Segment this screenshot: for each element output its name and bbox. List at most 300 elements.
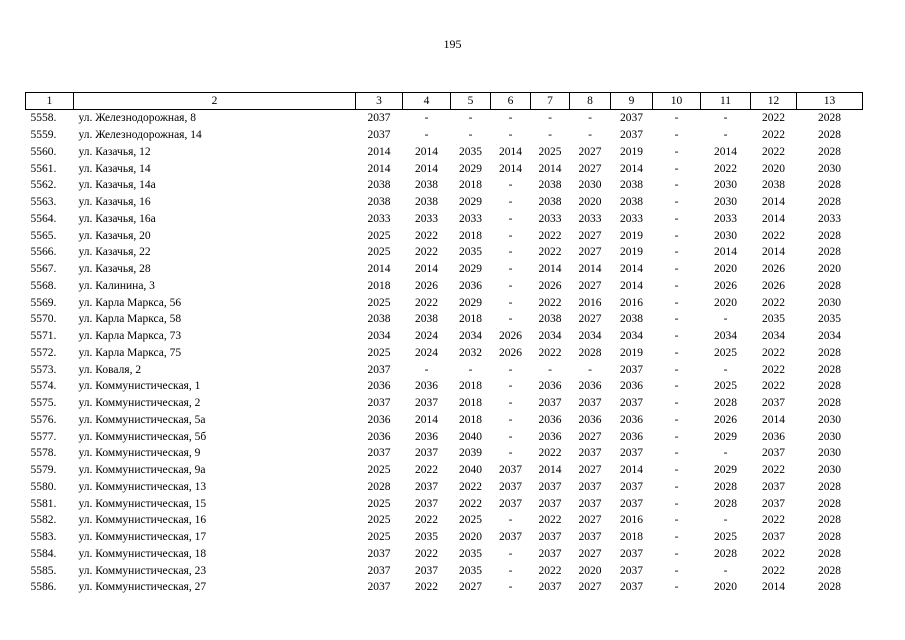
year-cell: 2036 bbox=[620, 413, 643, 426]
year-cell: - bbox=[674, 363, 679, 376]
year-cell: 2030 bbox=[818, 296, 841, 309]
year-cell: 2022 bbox=[415, 581, 438, 594]
table-row bbox=[26, 294, 863, 311]
year-cell: 2025 bbox=[367, 514, 391, 527]
year-cell: 2022 bbox=[415, 246, 438, 259]
year-cell: 2018 bbox=[459, 229, 482, 242]
year-cell: 2037 bbox=[620, 480, 643, 493]
year-cell: 2028 bbox=[818, 179, 841, 192]
year-cell: 2035 bbox=[459, 246, 482, 259]
year-cell: 2025 bbox=[367, 296, 391, 309]
year-cell: 2037 bbox=[578, 480, 602, 493]
column-header: 10 bbox=[653, 93, 701, 110]
address-cell: ул. Калинина, 3 bbox=[78, 279, 155, 292]
row-number: 5576. bbox=[30, 413, 57, 426]
year-cell: - bbox=[508, 296, 513, 309]
year-cell: 2027 bbox=[578, 464, 602, 477]
year-cell: 2037 bbox=[762, 480, 785, 493]
address-cell: ул. Коммунистическая, 9а bbox=[78, 464, 206, 477]
year-cell: 2037 bbox=[538, 581, 562, 594]
table-row bbox=[26, 244, 863, 261]
year-cell: - bbox=[674, 162, 679, 175]
year-cell: 2014 bbox=[620, 464, 643, 477]
year-cell: 2025 bbox=[714, 531, 737, 544]
year-cell: - bbox=[723, 313, 728, 326]
year-cell: - bbox=[468, 363, 473, 376]
year-cell: 2014 bbox=[578, 263, 602, 276]
table-row bbox=[26, 227, 863, 244]
address-cell: ул. Карла Маркса, 75 bbox=[78, 346, 182, 359]
year-cell: 2037 bbox=[415, 480, 438, 493]
table-row bbox=[26, 211, 863, 228]
year-cell: - bbox=[468, 129, 473, 142]
year-cell: 2037 bbox=[578, 531, 602, 544]
year-cell: 2024 bbox=[415, 346, 438, 359]
row-number: 5579. bbox=[30, 464, 57, 477]
year-cell: 2022 bbox=[762, 380, 785, 393]
year-cell: 2018 bbox=[459, 313, 482, 326]
year-cell: 2036 bbox=[578, 413, 602, 426]
table-row bbox=[26, 177, 863, 194]
year-cell: 2014 bbox=[367, 145, 391, 158]
year-cell: 2035 bbox=[459, 564, 482, 577]
table-row bbox=[26, 361, 863, 378]
address-cell: ул. Коммунистическая, 13 bbox=[78, 480, 207, 493]
address-cell: ул. Казачья, 20 bbox=[78, 229, 151, 242]
year-cell: 2037 bbox=[538, 547, 562, 560]
year-cell: 2028 bbox=[818, 480, 841, 493]
year-cell: - bbox=[508, 196, 513, 209]
page-number: 195 bbox=[443, 37, 462, 51]
year-cell: - bbox=[723, 129, 728, 142]
year-cell: 2014 bbox=[620, 279, 643, 292]
year-cell: - bbox=[548, 129, 552, 142]
year-cell: 2028 bbox=[818, 279, 841, 292]
year-cell: 2014 bbox=[538, 162, 562, 175]
year-cell: 2027 bbox=[578, 514, 602, 527]
year-cell: 2018 bbox=[620, 531, 643, 544]
year-cell: 2028 bbox=[818, 112, 841, 125]
year-cell: 2022 bbox=[459, 480, 482, 493]
address-cell: ул. Коммунистическая, 16 bbox=[78, 514, 207, 527]
year-cell: 2036 bbox=[578, 380, 602, 393]
year-cell: 2037 bbox=[762, 531, 785, 544]
year-cell: 2037 bbox=[538, 531, 562, 544]
column-header: 4 bbox=[403, 93, 451, 110]
year-cell: 2028 bbox=[818, 145, 841, 158]
header-row bbox=[26, 93, 863, 110]
row-number: 5574. bbox=[30, 380, 57, 393]
year-cell: 2014 bbox=[415, 162, 438, 175]
year-cell: 2019 bbox=[620, 246, 643, 259]
year-cell: - bbox=[674, 145, 679, 158]
year-cell: 2028 bbox=[714, 497, 737, 510]
column-header: 2 bbox=[74, 93, 356, 110]
year-cell: 2028 bbox=[714, 547, 737, 560]
year-cell: 2033 bbox=[415, 212, 438, 225]
year-cell: 2037 bbox=[578, 447, 602, 460]
address-cell: ул. Казачья, 14 bbox=[78, 162, 151, 175]
year-cell: 2038 bbox=[620, 313, 643, 326]
address-cell: ул. Коваля, 2 bbox=[78, 363, 142, 376]
year-cell: 2014 bbox=[499, 162, 522, 175]
year-cell: 2040 bbox=[459, 464, 482, 477]
year-cell: 2027 bbox=[578, 581, 602, 594]
year-cell: - bbox=[674, 447, 679, 460]
year-cell: 2036 bbox=[415, 380, 438, 393]
year-cell: 2033 bbox=[578, 212, 602, 225]
year-cell: - bbox=[508, 447, 513, 460]
year-cell: 2018 bbox=[459, 397, 482, 410]
address-cell: ул. Казачья, 16 bbox=[78, 196, 151, 209]
year-cell: 2037 bbox=[499, 531, 522, 544]
year-cell: - bbox=[508, 581, 513, 594]
year-cell: 2016 bbox=[620, 514, 643, 527]
year-cell: 2034 bbox=[367, 330, 391, 343]
year-cell: 2020 bbox=[818, 263, 841, 276]
year-cell: 2030 bbox=[714, 179, 737, 192]
year-cell: - bbox=[508, 263, 513, 276]
year-cell: 2022 bbox=[459, 497, 482, 510]
table-row bbox=[26, 479, 863, 496]
year-cell: 2025 bbox=[367, 531, 391, 544]
year-cell: 2014 bbox=[762, 581, 785, 594]
year-cell: - bbox=[508, 112, 513, 125]
year-cell: 2037 bbox=[538, 397, 562, 410]
year-cell: - bbox=[674, 313, 679, 326]
year-cell: 2020 bbox=[578, 564, 602, 577]
year-cell: - bbox=[723, 112, 728, 125]
year-cell: 2019 bbox=[620, 229, 643, 242]
year-cell: 2025 bbox=[367, 346, 391, 359]
year-cell: 2036 bbox=[620, 380, 643, 393]
year-cell: - bbox=[508, 514, 513, 527]
year-cell: - bbox=[674, 380, 679, 393]
year-cell: - bbox=[674, 564, 679, 577]
year-cell: 2018 bbox=[459, 179, 482, 192]
table-row bbox=[26, 127, 863, 144]
table-row bbox=[26, 579, 863, 596]
year-cell: 2028 bbox=[714, 397, 737, 410]
year-cell: - bbox=[508, 179, 513, 192]
year-cell: - bbox=[508, 129, 513, 142]
year-cell: 2026 bbox=[538, 279, 562, 292]
column-header: 3 bbox=[356, 93, 403, 110]
table-row bbox=[26, 144, 863, 161]
year-cell: - bbox=[588, 363, 592, 376]
year-cell: 2022 bbox=[415, 514, 438, 527]
year-cell: - bbox=[674, 464, 679, 477]
column-header: 11 bbox=[701, 93, 751, 110]
year-cell: 2029 bbox=[714, 464, 737, 477]
year-cell: 2022 bbox=[415, 547, 438, 560]
year-cell: - bbox=[508, 564, 513, 577]
year-cell: 2028 bbox=[818, 581, 841, 594]
year-cell: 2028 bbox=[818, 346, 841, 359]
year-cell: 2036 bbox=[459, 279, 482, 292]
address-cell: ул. Казачья, 28 bbox=[78, 263, 151, 276]
year-cell: 2014 bbox=[367, 263, 391, 276]
year-cell: 2037 bbox=[415, 447, 438, 460]
year-cell: - bbox=[674, 397, 679, 410]
year-cell: 2037 bbox=[367, 397, 391, 410]
year-cell: 2020 bbox=[762, 162, 785, 175]
year-cell: 2033 bbox=[714, 212, 737, 225]
year-cell: 2022 bbox=[415, 464, 438, 477]
year-cell: - bbox=[548, 112, 552, 125]
year-cell: 2014 bbox=[762, 246, 785, 259]
year-cell: 2022 bbox=[762, 229, 785, 242]
year-cell: 2037 bbox=[415, 564, 438, 577]
year-cell: 2025 bbox=[714, 380, 737, 393]
year-cell: 2025 bbox=[367, 464, 391, 477]
year-cell: 2037 bbox=[578, 497, 602, 510]
row-number: 5558. bbox=[30, 112, 57, 125]
year-cell: 2037 bbox=[620, 497, 643, 510]
year-cell: 2033 bbox=[538, 212, 562, 225]
address-cell: ул. Коммунистическая, 27 bbox=[78, 581, 207, 594]
year-cell: 2025 bbox=[367, 497, 391, 510]
row-number: 5577. bbox=[30, 430, 57, 443]
row-number: 5561. bbox=[30, 162, 57, 175]
year-cell: 2020 bbox=[578, 196, 602, 209]
year-cell: - bbox=[674, 212, 679, 225]
row-number: 5571. bbox=[30, 330, 57, 343]
year-cell: 2027 bbox=[578, 246, 602, 259]
address-cell: ул. Коммунистическая, 1 bbox=[78, 380, 201, 393]
year-cell: 2037 bbox=[620, 363, 643, 376]
year-cell: 2039 bbox=[459, 447, 482, 460]
year-cell: 2037 bbox=[367, 447, 391, 460]
table-row bbox=[26, 428, 863, 445]
year-cell: - bbox=[674, 346, 679, 359]
table-row bbox=[26, 512, 863, 529]
year-cell: 2038 bbox=[538, 179, 562, 192]
year-cell: 2038 bbox=[620, 196, 643, 209]
year-cell: 2025 bbox=[367, 246, 391, 259]
year-cell: - bbox=[508, 279, 513, 292]
table-row bbox=[26, 278, 863, 295]
year-cell: 2025 bbox=[714, 346, 737, 359]
year-cell: 2034 bbox=[578, 330, 602, 343]
year-cell: 2022 bbox=[538, 346, 562, 359]
year-cell: 2030 bbox=[818, 464, 841, 477]
year-cell: 2016 bbox=[578, 296, 602, 309]
year-cell: 2026 bbox=[762, 279, 785, 292]
year-cell: 2022 bbox=[762, 112, 785, 125]
year-cell: - bbox=[508, 313, 513, 326]
column-header: 5 bbox=[451, 93, 491, 110]
year-cell: 2036 bbox=[620, 430, 643, 443]
year-cell: - bbox=[674, 547, 679, 560]
table-row bbox=[26, 160, 863, 177]
year-cell: - bbox=[674, 196, 679, 209]
year-cell: 2037 bbox=[620, 129, 643, 142]
table-row bbox=[26, 194, 863, 211]
table-row bbox=[26, 462, 863, 479]
table-row bbox=[26, 328, 863, 345]
year-cell: - bbox=[508, 212, 513, 225]
year-cell: 2028 bbox=[367, 480, 391, 493]
year-cell: 2038 bbox=[538, 196, 562, 209]
year-cell: 2038 bbox=[415, 179, 438, 192]
year-cell: 2034 bbox=[762, 330, 785, 343]
year-cell: - bbox=[424, 112, 429, 125]
year-cell: 2022 bbox=[538, 246, 562, 259]
year-cell: 2036 bbox=[538, 413, 562, 426]
year-cell: 2014 bbox=[714, 145, 737, 158]
year-cell: 2026 bbox=[762, 263, 785, 276]
year-cell: 2019 bbox=[620, 145, 643, 158]
year-cell: - bbox=[723, 363, 728, 376]
year-cell: 2037 bbox=[620, 547, 643, 560]
year-cell: 2018 bbox=[459, 380, 482, 393]
address-cell: ул. Карла Маркса, 58 bbox=[78, 313, 182, 326]
year-cell: 2028 bbox=[578, 346, 602, 359]
year-cell: 2028 bbox=[818, 397, 841, 410]
year-cell: 2014 bbox=[714, 246, 737, 259]
year-cell: 2034 bbox=[538, 330, 562, 343]
year-cell: - bbox=[674, 430, 679, 443]
year-cell: 2027 bbox=[459, 581, 482, 594]
year-cell: 2033 bbox=[367, 212, 391, 225]
year-cell: 2033 bbox=[818, 212, 841, 225]
year-cell: 2033 bbox=[459, 212, 482, 225]
year-cell: 2036 bbox=[367, 380, 391, 393]
year-cell: - bbox=[674, 531, 679, 544]
year-cell: - bbox=[674, 514, 679, 527]
year-cell: 2014 bbox=[415, 145, 438, 158]
year-cell: 2018 bbox=[367, 279, 391, 292]
year-cell: 2036 bbox=[415, 430, 438, 443]
year-cell: 2014 bbox=[762, 212, 785, 225]
year-cell: 2038 bbox=[620, 179, 643, 192]
year-cell: 2022 bbox=[415, 296, 438, 309]
year-cell: 2037 bbox=[620, 447, 643, 460]
year-cell: 2033 bbox=[620, 212, 643, 225]
year-cell: 2035 bbox=[818, 313, 841, 326]
year-cell: 2028 bbox=[818, 497, 841, 510]
year-cell: 2020 bbox=[714, 263, 737, 276]
table-row bbox=[26, 529, 863, 546]
year-cell: 2026 bbox=[415, 279, 438, 292]
table-row bbox=[26, 412, 863, 429]
year-cell: 2030 bbox=[714, 229, 737, 242]
year-cell: 2022 bbox=[762, 514, 785, 527]
year-cell: 2028 bbox=[714, 480, 737, 493]
year-cell: 2038 bbox=[538, 313, 562, 326]
table-row bbox=[26, 261, 863, 278]
year-cell: 2014 bbox=[415, 263, 438, 276]
year-cell: 2037 bbox=[620, 112, 643, 125]
year-cell: 2014 bbox=[762, 196, 785, 209]
year-cell: 2022 bbox=[538, 564, 562, 577]
table-row bbox=[26, 345, 863, 362]
year-cell: 2030 bbox=[818, 430, 841, 443]
year-cell: - bbox=[508, 413, 513, 426]
year-cell: 2034 bbox=[714, 330, 737, 343]
year-cell: 2014 bbox=[538, 263, 562, 276]
year-cell: 2028 bbox=[818, 380, 841, 393]
row-number: 5578. bbox=[30, 447, 57, 460]
year-cell: 2026 bbox=[499, 346, 522, 359]
year-cell: 2014 bbox=[620, 162, 643, 175]
year-cell: 2036 bbox=[538, 430, 562, 443]
year-cell: 2030 bbox=[818, 413, 841, 426]
year-cell: 2022 bbox=[762, 464, 785, 477]
row-number: 5562. bbox=[30, 179, 57, 192]
year-cell: 2014 bbox=[620, 263, 643, 276]
year-cell: 2037 bbox=[499, 480, 522, 493]
year-cell: 2022 bbox=[415, 229, 438, 242]
year-cell: 2027 bbox=[578, 430, 602, 443]
year-cell: 2030 bbox=[578, 179, 602, 192]
row-number: 5580. bbox=[30, 480, 57, 493]
address-cell: ул. Железнодорожная, 14 bbox=[78, 129, 202, 142]
year-cell: 2036 bbox=[367, 430, 391, 443]
year-cell: 2028 bbox=[818, 531, 841, 544]
year-cell: 2035 bbox=[762, 313, 785, 326]
year-cell: - bbox=[424, 363, 429, 376]
year-cell: - bbox=[508, 430, 513, 443]
year-cell: - bbox=[674, 179, 679, 192]
year-cell: 2014 bbox=[499, 145, 522, 158]
year-cell: 2026 bbox=[714, 413, 737, 426]
year-cell: - bbox=[674, 581, 679, 594]
year-cell: - bbox=[674, 480, 679, 493]
year-cell: 2038 bbox=[367, 313, 391, 326]
year-cell: 2016 bbox=[620, 296, 643, 309]
year-cell: 2038 bbox=[415, 196, 438, 209]
year-cell: - bbox=[588, 129, 592, 142]
year-cell: 2027 bbox=[578, 229, 602, 242]
year-cell: 2028 bbox=[818, 246, 841, 259]
year-cell: 2037 bbox=[367, 547, 391, 560]
year-cell: 2034 bbox=[818, 330, 841, 343]
year-cell: 2037 bbox=[538, 497, 562, 510]
year-cell: 2036 bbox=[762, 430, 785, 443]
year-cell: 2019 bbox=[620, 346, 643, 359]
year-cell: 2026 bbox=[499, 330, 522, 343]
year-cell: 2022 bbox=[538, 447, 562, 460]
year-cell: 2022 bbox=[538, 514, 562, 527]
year-cell: 2037 bbox=[415, 397, 438, 410]
year-cell: 2022 bbox=[762, 363, 785, 376]
year-cell: 2025 bbox=[367, 229, 391, 242]
address-cell: ул. Железнодорожная, 8 bbox=[78, 112, 196, 125]
column-header: 9 bbox=[611, 93, 653, 110]
row-number: 5568. bbox=[30, 279, 57, 292]
year-cell: - bbox=[508, 229, 513, 242]
year-cell: 2030 bbox=[714, 196, 737, 209]
year-cell: 2038 bbox=[415, 313, 438, 326]
year-cell: 2037 bbox=[620, 564, 643, 577]
year-cell: 2037 bbox=[367, 129, 391, 142]
row-number: 5582. bbox=[30, 514, 57, 527]
year-cell: 2037 bbox=[538, 480, 562, 493]
year-cell: 2037 bbox=[578, 397, 602, 410]
address-cell: ул. Коммунистическая, 5а bbox=[78, 413, 206, 426]
row-number: 5581. bbox=[30, 497, 57, 510]
year-cell: 2027 bbox=[578, 547, 602, 560]
year-cell: 2029 bbox=[459, 162, 482, 175]
year-cell: 2027 bbox=[578, 279, 602, 292]
column-header: 12 bbox=[751, 93, 797, 110]
year-cell: 2029 bbox=[459, 263, 482, 276]
year-cell: - bbox=[674, 129, 679, 142]
table-row bbox=[26, 495, 863, 512]
year-cell: - bbox=[508, 246, 513, 259]
